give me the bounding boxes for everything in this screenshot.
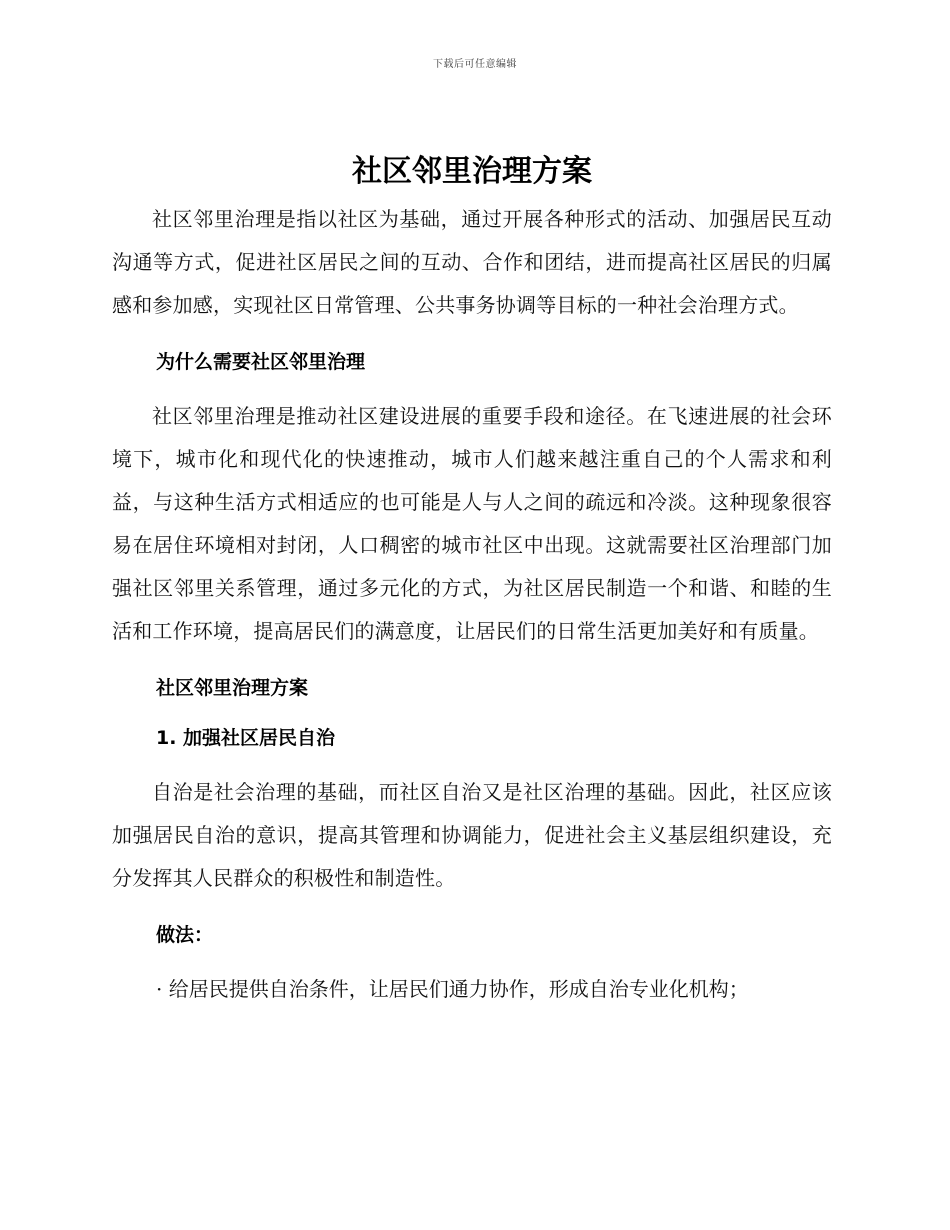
intro-paragraph: 社区邻里治理是指以社区为基础，通过开展各种形式的活动、加强居民互动沟通等方式，促进社区居民之间的互动、合作和团结，进而提高社区居民的归属感和参加感，实现社区日常管理、公共事务协调等目标的一种社会治理方式。 [112,207,832,317]
why-heading: 为什么需要社区邻里治理 [156,351,366,373]
why-paragraph: 社区邻里治理是推动社区建设进展的重要手段和途径。在飞速进展的社会环境下，城市化和现代化的快速推动，城市人们越来越注重自己的个人需求和利益，与这种生活方式相适应的也可能是人与人之间的疏远和冷淡。这种现象很容易在居住环境相对封闭，人口稠密的城市社区中出现。这就需要社区治理部门加强社区邻里关系管理，通过多元化的方式，为社区居民制造一个和谐、和睦的生活和工作环境，提高居民们的满意度，让居民们的日常生活更加美好和有质量。 [112,404,832,643]
item1-heading: 1. 加强社区居民自治 [156,727,336,749]
method-heading: 做法： [156,924,214,946]
document-body [112,150,832,1011]
plan-heading: 社区邻里治理方案 [156,677,309,699]
item1-paragraph: 自治是社会治理的基础，而社区自治又是社区治理的基础。因此，社区应该加强居民自治的意识，提高其管理和协调能力，促进社会主义基层组织建设，充分发挥其人民群众的积极性和制造性。 [112,780,832,890]
document-title: 社区邻里治理方案 [352,154,592,189]
bullet-item: · 给居民提供自治条件，让居民们通力协作，形成自治专业化机构； [156,977,749,1001]
header-note: 下载后可任意编辑 [433,59,517,70]
